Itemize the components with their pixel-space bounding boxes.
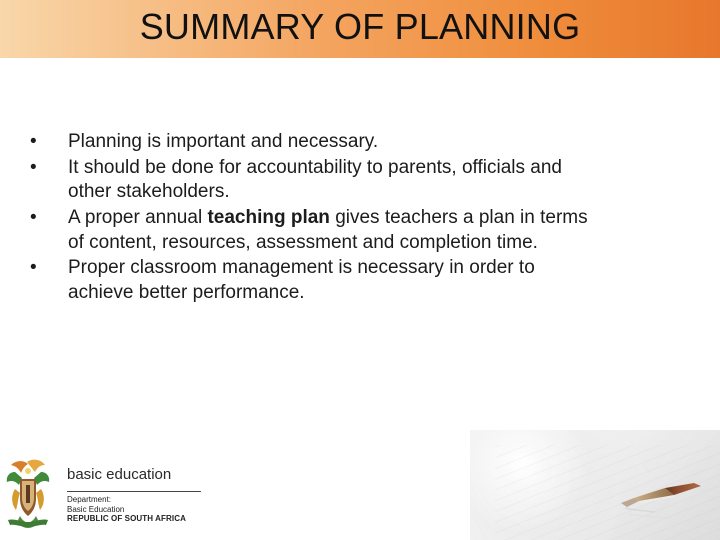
bullet-text-line: of content, resources, assessment and completion time. [68,231,538,253]
bullet-marker: • [30,207,37,229]
logo-department-label: Department: [67,495,112,504]
bullet-text-line: It should be done for accountability to parents, officials and [68,156,562,178]
bullet-text-line: Proper classroom management is necessary in order to [68,257,535,279]
bullet-item-3 [30,206,690,255]
summary-bullet-list [30,130,690,307]
title-bar [0,0,720,58]
page-title: SUMMARY OF PLANNING [139,6,581,47]
logo-title: basic education [67,466,172,483]
bullet-text-line: other stakeholders. [68,181,230,203]
bullet-text-line: Planning is important and necessary. [68,131,379,152]
logo-education-label: Basic Education [67,505,125,514]
bullet-text-segment: A proper annual [68,207,208,229]
department-logo [0,454,230,540]
bullet-marker: • [30,131,37,152]
teaching-plan-emphasis: teaching plan [207,207,330,229]
coat-of-arms-icon [2,456,54,530]
logo-country-label: REPUBLIC OF SOUTH AFRICA [67,514,186,523]
bullet-item-1 [30,130,690,155]
bullet-item-2 [30,156,690,205]
bullet-text-segment: gives teachers a plan in terms [329,207,588,229]
bullet-text-line [68,206,690,231]
bullet-marker: • [30,257,37,279]
bullet-item-4 [30,256,690,305]
bullet-marker: • [30,156,37,178]
pen-icon [617,483,702,523]
logo-divider [67,491,201,492]
bullet-text-line: achieve better performance. [68,282,305,304]
